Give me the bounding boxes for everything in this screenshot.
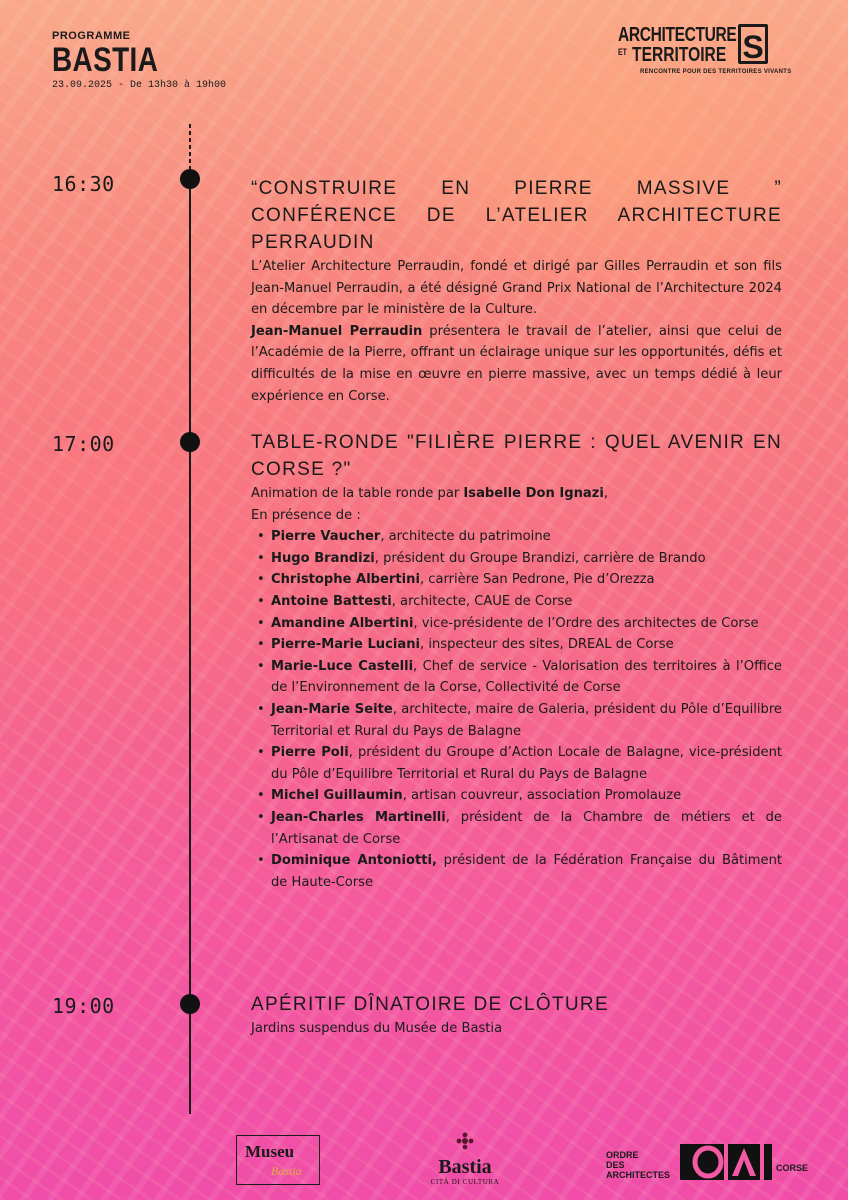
participant-desc: , artisan couvreur, association Promolauze (402, 788, 682, 804)
bastia-city-logo (420, 1132, 510, 1186)
session-table-ronde (251, 429, 782, 893)
session-location: Jardins suspendus du Musée de Bastia (251, 1021, 503, 1036)
participant-name: Pierre Poli (271, 745, 349, 761)
ordre-line-3: ARCHITECTES (606, 1170, 671, 1180)
logo-tagline: RENCONTRE POUR DES TERRITOIRES VIVANTS (640, 69, 792, 75)
participant-name: Pierre-Marie Luciani (271, 637, 421, 653)
participant-desc: , président du Groupe d’Action Locale de Balagne, vice-président du Pôle d’Equilibre Territorial et Rural du Pays de Balagne (271, 745, 782, 782)
speaker-name: Jean-Manuel Perraudin (251, 323, 423, 339)
description-paragraph-2: présentera le travail de l’atelier, ainsi que celui de l’Académie de la Pierre, offrant un éclairage unique sur les opportunités, défis et difficultés de la mise en œuvre en pierre massive, avec un temps dédié à leur expérience en Corse. (251, 323, 782, 404)
presence-label: En présence de : (251, 507, 361, 523)
logo-et: ET (618, 47, 627, 57)
bastia-sub: CITÀ DI CULTURA (430, 1178, 500, 1186)
timeline-line (189, 178, 191, 1114)
programme-header (52, 30, 226, 91)
participants-list (251, 526, 782, 893)
participant-name: Jean-Marie Seite (271, 701, 393, 717)
programme-label: PROGRAMME (52, 30, 131, 42)
participant-name: Pierre Vaucher (271, 529, 381, 545)
animation-prefix: Animation de la table ronde par (251, 486, 464, 501)
participant-desc: , architecte, CAUE de Corse (391, 593, 573, 609)
museu-sub: Bastia (271, 1164, 302, 1178)
animation-line (251, 483, 782, 505)
timeline-dot-1900 (180, 994, 200, 1014)
participant-name: Amandine Albertini (271, 615, 414, 631)
list-item (271, 699, 782, 742)
participant-name: Jean-Charles Martinelli (271, 809, 446, 825)
city-title: BASTIA (52, 41, 159, 79)
oa-logo-icon (680, 1144, 772, 1180)
museu-word: Museu (245, 1142, 295, 1161)
participant-name: Antoine Battesti (271, 593, 392, 609)
logo-big-letter: S (738, 24, 768, 64)
timeline-dot-1630 (180, 169, 200, 189)
architecture-territoires-logo (618, 24, 808, 84)
event-date: 23.09.2025 - De 13h30 à 19h00 (52, 80, 227, 91)
bastia-word: Bastia (438, 1156, 492, 1178)
participant-desc: , architecte du patrimoine (380, 529, 551, 545)
participant-desc: , carrière San Pedrone, Pie d’Orezza (419, 572, 655, 588)
session-title: APÉRITIF DÎNATOIRE DE CLÔTURE (251, 994, 609, 1015)
list-item (271, 850, 782, 893)
description-paragraph-1: L’Atelier Architecture Perraudin, fondé et dirigé par Gilles Perraudin et son fils Jean-Manuel Perraudin, a été désigné Grand Prix National de l’Architecture 2024 en décembre par le ministère de la Culture. (251, 259, 782, 318)
participant-desc: , architecte, maire de Galeria, président du Pôle d’Equilibre Territorial et Rural du Pays de Balagne (271, 701, 782, 739)
timeline-dot-1700 (180, 432, 200, 452)
session-aperitif (251, 991, 782, 1040)
participant-name: Christophe Albertini (271, 572, 420, 588)
participant-name: Michel Guillaumin (271, 788, 403, 804)
session-title: TABLE-RONDE "FILIÈRE PIERRE : QUEL AVENIR EN CORSE ?" (251, 432, 782, 480)
list-item (271, 548, 782, 570)
timeline-dashed-start (189, 124, 191, 174)
participant-name: Dominique Antoniotti, (271, 853, 437, 869)
list-item (271, 656, 782, 699)
list-item (271, 742, 782, 785)
animation-suffix: , (603, 486, 609, 501)
list-item (271, 785, 782, 807)
logo-line1: ARCHITECTURE (618, 24, 737, 46)
participant-desc: , vice-présidente de l’Ordre des architectes de Corse (413, 615, 759, 631)
participant-desc: , président de la Chambre de métiers et de l’Artisanat de Corse (271, 809, 782, 847)
session-title: “CONSTRUIRE EN PIERRE MASSIVE ” CONFÉRENCE DE L’ATELIER ARCHITECTURE PERRAUDIN (251, 178, 782, 253)
list-item (271, 807, 782, 850)
participant-name: Marie-Luce Castelli (271, 658, 414, 674)
time-1630: 16:30 (52, 172, 115, 196)
session-conference (251, 175, 782, 407)
participant-desc: président de la Fédération Française du Bâtiment de Haute-Corse (271, 853, 782, 890)
participant-desc: , président du Groupe Brandizi, carrière de Brando (374, 550, 706, 566)
list-item (271, 569, 782, 591)
museu-bastia-logo (236, 1135, 320, 1185)
ordre-line-1: ORDRE (606, 1150, 639, 1160)
animator-name: Isabelle Don Ignazi (463, 486, 604, 501)
list-item (271, 634, 782, 656)
bastia-emblem-icon (456, 1132, 474, 1150)
participant-desc: , inspecteur des sites, DREAL de Corse (420, 637, 674, 653)
participant-name: Hugo Brandizi (271, 550, 375, 566)
participant-desc: , Chef de service - Valorisation des territoires à l’Office de l’Environnement de la Corse, Collectivité de Corse (271, 658, 782, 696)
ordre-line-2: DES (606, 1160, 625, 1170)
logo-territoire: TERRITOIRE (632, 44, 727, 66)
corse-label: CORSE (776, 1163, 809, 1173)
time-1900: 19:00 (52, 994, 115, 1018)
logo-line2 (618, 44, 726, 67)
list-item (271, 613, 782, 635)
list-item (271, 526, 782, 548)
ordre-architectes-text (606, 1150, 670, 1180)
time-1700: 17:00 (52, 432, 115, 456)
list-item (271, 591, 782, 613)
session-description (251, 256, 782, 407)
